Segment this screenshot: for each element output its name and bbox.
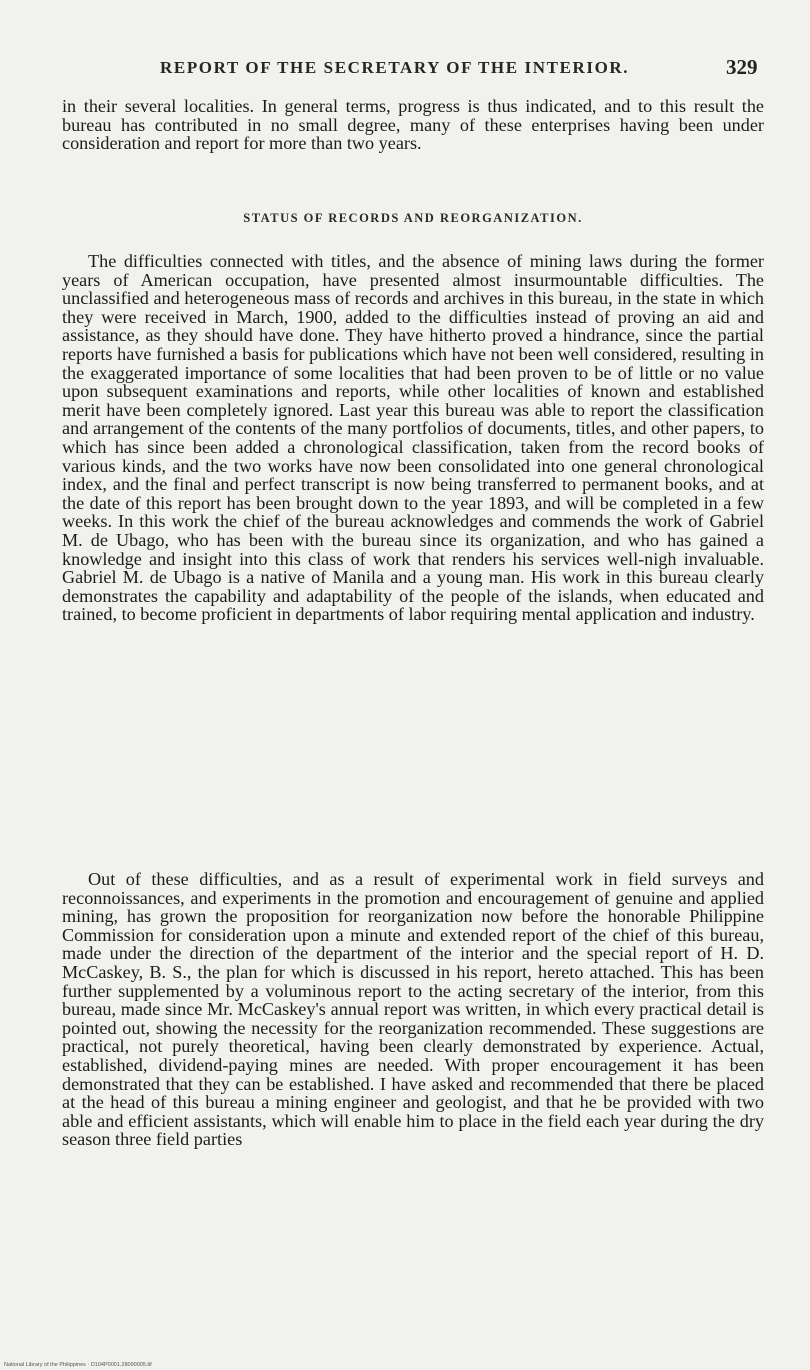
body-paragraph-1: The difficulties connected with titles, and the absence of mining laws during the former years of American occupation, have presented almost insurmountable difficulties. The unclassified and heterogeneous mass of records and archives in this bureau, in the state in which they were received in March, 1900, added to the difficulties instead of proving an aid and assistance, as they should have done. They have hitherto proved a hindrance, since the partial reports have furnished a basis for publications which have not been well considered, resulting in the exaggerated importance of some localities that had been proven to be of little or no value upon subsequent examinations and reports, while other localities of known and established merit have been completely ignored. Last year this bureau was able to report the classification and arrangement of the contents of the many portfolios of documents, titles, and other papers, to which has since been added a chronological classification, taken from the record books of various kinds, and the two works have now been consolidated into one general chronological index, and the final and perfect transcript is now being transferred to permanent books, and at the date of this report has been brought down to the year 1893, and will be completed in a few weeks. In this work the chief of the bureau acknowledges and commends the work of Gabriel M. de Ubago, who has been with the bureau since its organization, and who has gained a knowledge and insight into this class of work that renders his services well-nigh invaluable. Gabriel M. de Ubago is a native of Manila and a young man. His work in this bureau clearly demonstrates the capability and adaptability of the people of the islands, when educated and trained, to become proficient in departments of labor requiring mental application and industry.	[62, 251, 764, 625]
opening-paragraph: in their several localities. In general terms, progress is thus indicated, and to this result the bureau has contributed in no small degree, many of these enterprises having been under consideration and report for more than two years.	[62, 96, 764, 154]
opening-paragraph-block	[62, 97, 764, 153]
page-number: 329	[726, 55, 758, 79]
scan-credit: National Library of the Philippines · D104P0001.28090005.tif	[4, 1362, 152, 1368]
section-heading: STATUS OF RECORDS AND REORGANIZATION.	[243, 211, 583, 225]
body-paragraph-2: Out of these difficulties, and as a result of experimental work in field surveys and reconnoissances, and experiments in the promotion and encouragement of genuine and applied mining, has grown the proposition for reorganization now before the honorable Philippine Commission for consideration upon a minute and extended report of the chief of this bureau, made under the direction of the department of the interior and the special report of H. D. McCaskey, B. S., the plan for which is discussed in his report, hereto attached. This has been further supplemented by a voluminous report to the acting secretary of the interior, from this bureau, made since Mr. McCaskey's annual report was written, in which every practical detail is pointed out, showing the necessity for the reorganization recommended. These suggestions are practical, not purely theoretical, having been clearly demonstrated by experience. Actual, established, dividend-paying mines are needed. With proper encouragement it has been demonstrated that they can be established. I have asked and recommended that there be placed at the head of this bureau a mining engineer and geologist, and that he be provided with two able and efficient assistants, which will enable him to place in the field each year during the dry season three field parties	[62, 869, 764, 1150]
body-paragraph-block-2	[62, 870, 764, 1149]
body-paragraph-block-1	[62, 252, 764, 624]
running-head: REPORT OF THE SECRETARY OF THE INTERIOR.	[160, 58, 630, 77]
